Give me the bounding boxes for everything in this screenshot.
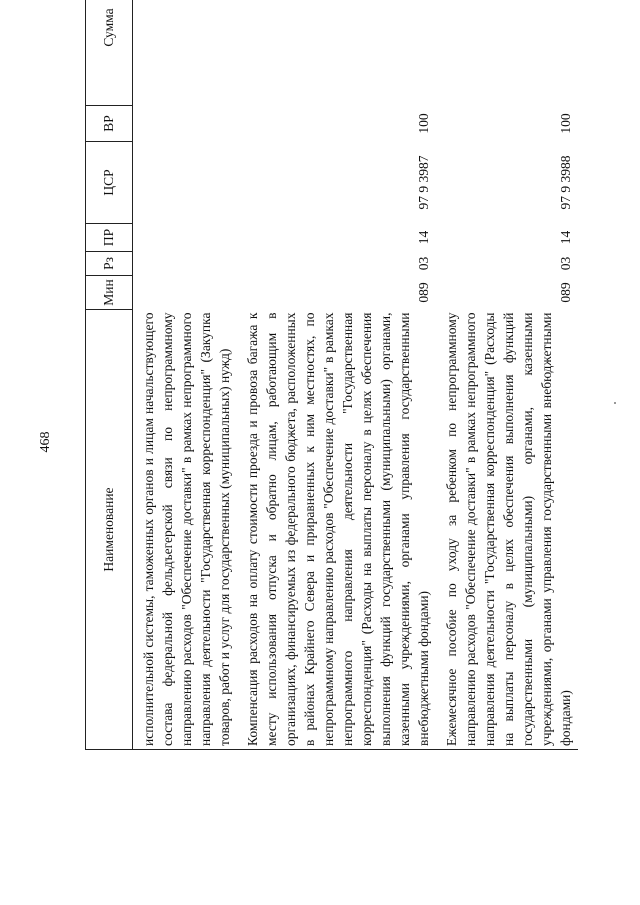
row-name: Компенсация расходов на оплату стоимости проезда и провоза багажа к месту использования отпуска и обратно лицам, работающим в организациях, финансируемых из федерального бюджета, расположенных в районах Крайнего Севера и приравненных к ним местностях, по непрограммному направлению расходов "Обеспечение доставки" в рамках непрограммного направления деятельности "Государственная корреспонденция" (Расходы на выплаты персоналу в целях обеспечения выполнения функций государственными (муниципальными) органами, казенными учреждениями, органами управления государственными внебюджетными фондами) (237, 310, 436, 750)
header-name: Наименование (86, 310, 133, 750)
header-csr: ЦСР (86, 142, 133, 224)
header-min: Мин (86, 276, 133, 310)
table-header-row (86, 0, 133, 750)
scan-speck (614, 402, 616, 404)
rotated-page-content (85, 0, 573, 750)
header-rz: Рз (86, 252, 133, 276)
row-min: 089 (558, 282, 573, 303)
header-sum: Сумма (86, 0, 133, 106)
row-csr: 97 9 3988 (558, 155, 573, 210)
row-rz (133, 252, 238, 276)
row-csr (133, 142, 238, 224)
table-row (133, 0, 238, 750)
table-row (436, 0, 578, 750)
row-name: Ежемесячное пособие по уходу за ребенком по непрограммному направлению расходов "Обеспечение доставки" в рамках непрограммного направления деятельности "Государственная корреспонденция" (Расходы на выплаты персоналу в целях обеспечения выполнения функций государственными (муниципальными) органами, казенными учреждениями, органами управления государственными внебюджетными фондами) (436, 310, 578, 750)
row-vr: 100 (558, 113, 573, 134)
budget-table (85, 0, 578, 750)
row-min (133, 276, 238, 310)
row-csr: 97 9 3987 (416, 155, 431, 210)
row-vr: 100 (416, 113, 431, 134)
row-pr (133, 224, 238, 252)
table-row (237, 0, 436, 750)
header-pr: ПР (86, 224, 133, 252)
row-min: 089 (416, 282, 431, 303)
row-sum (133, 0, 238, 106)
page-number: 468 (38, 431, 53, 453)
row-name: исполнительной системы, таможенных органов и лицам начальствующего состава федеральной фельдъегерской связи по непрограммному направлению расходов "Обеспечение доставки" в рамках непрограммного направления деятельности "Государственная корреспонденция" (Закупка товаров, работ и услуг для государственных (муниципальных) нужд) (133, 310, 238, 750)
row-sum (436, 0, 578, 106)
header-vr: ВР (86, 106, 133, 142)
row-rz: 03 (416, 256, 431, 271)
row-rz: 03 (558, 256, 573, 271)
row-pr: 14 (416, 230, 431, 245)
row-vr (133, 106, 238, 142)
row-sum (237, 0, 436, 106)
row-pr: 14 (558, 230, 573, 245)
